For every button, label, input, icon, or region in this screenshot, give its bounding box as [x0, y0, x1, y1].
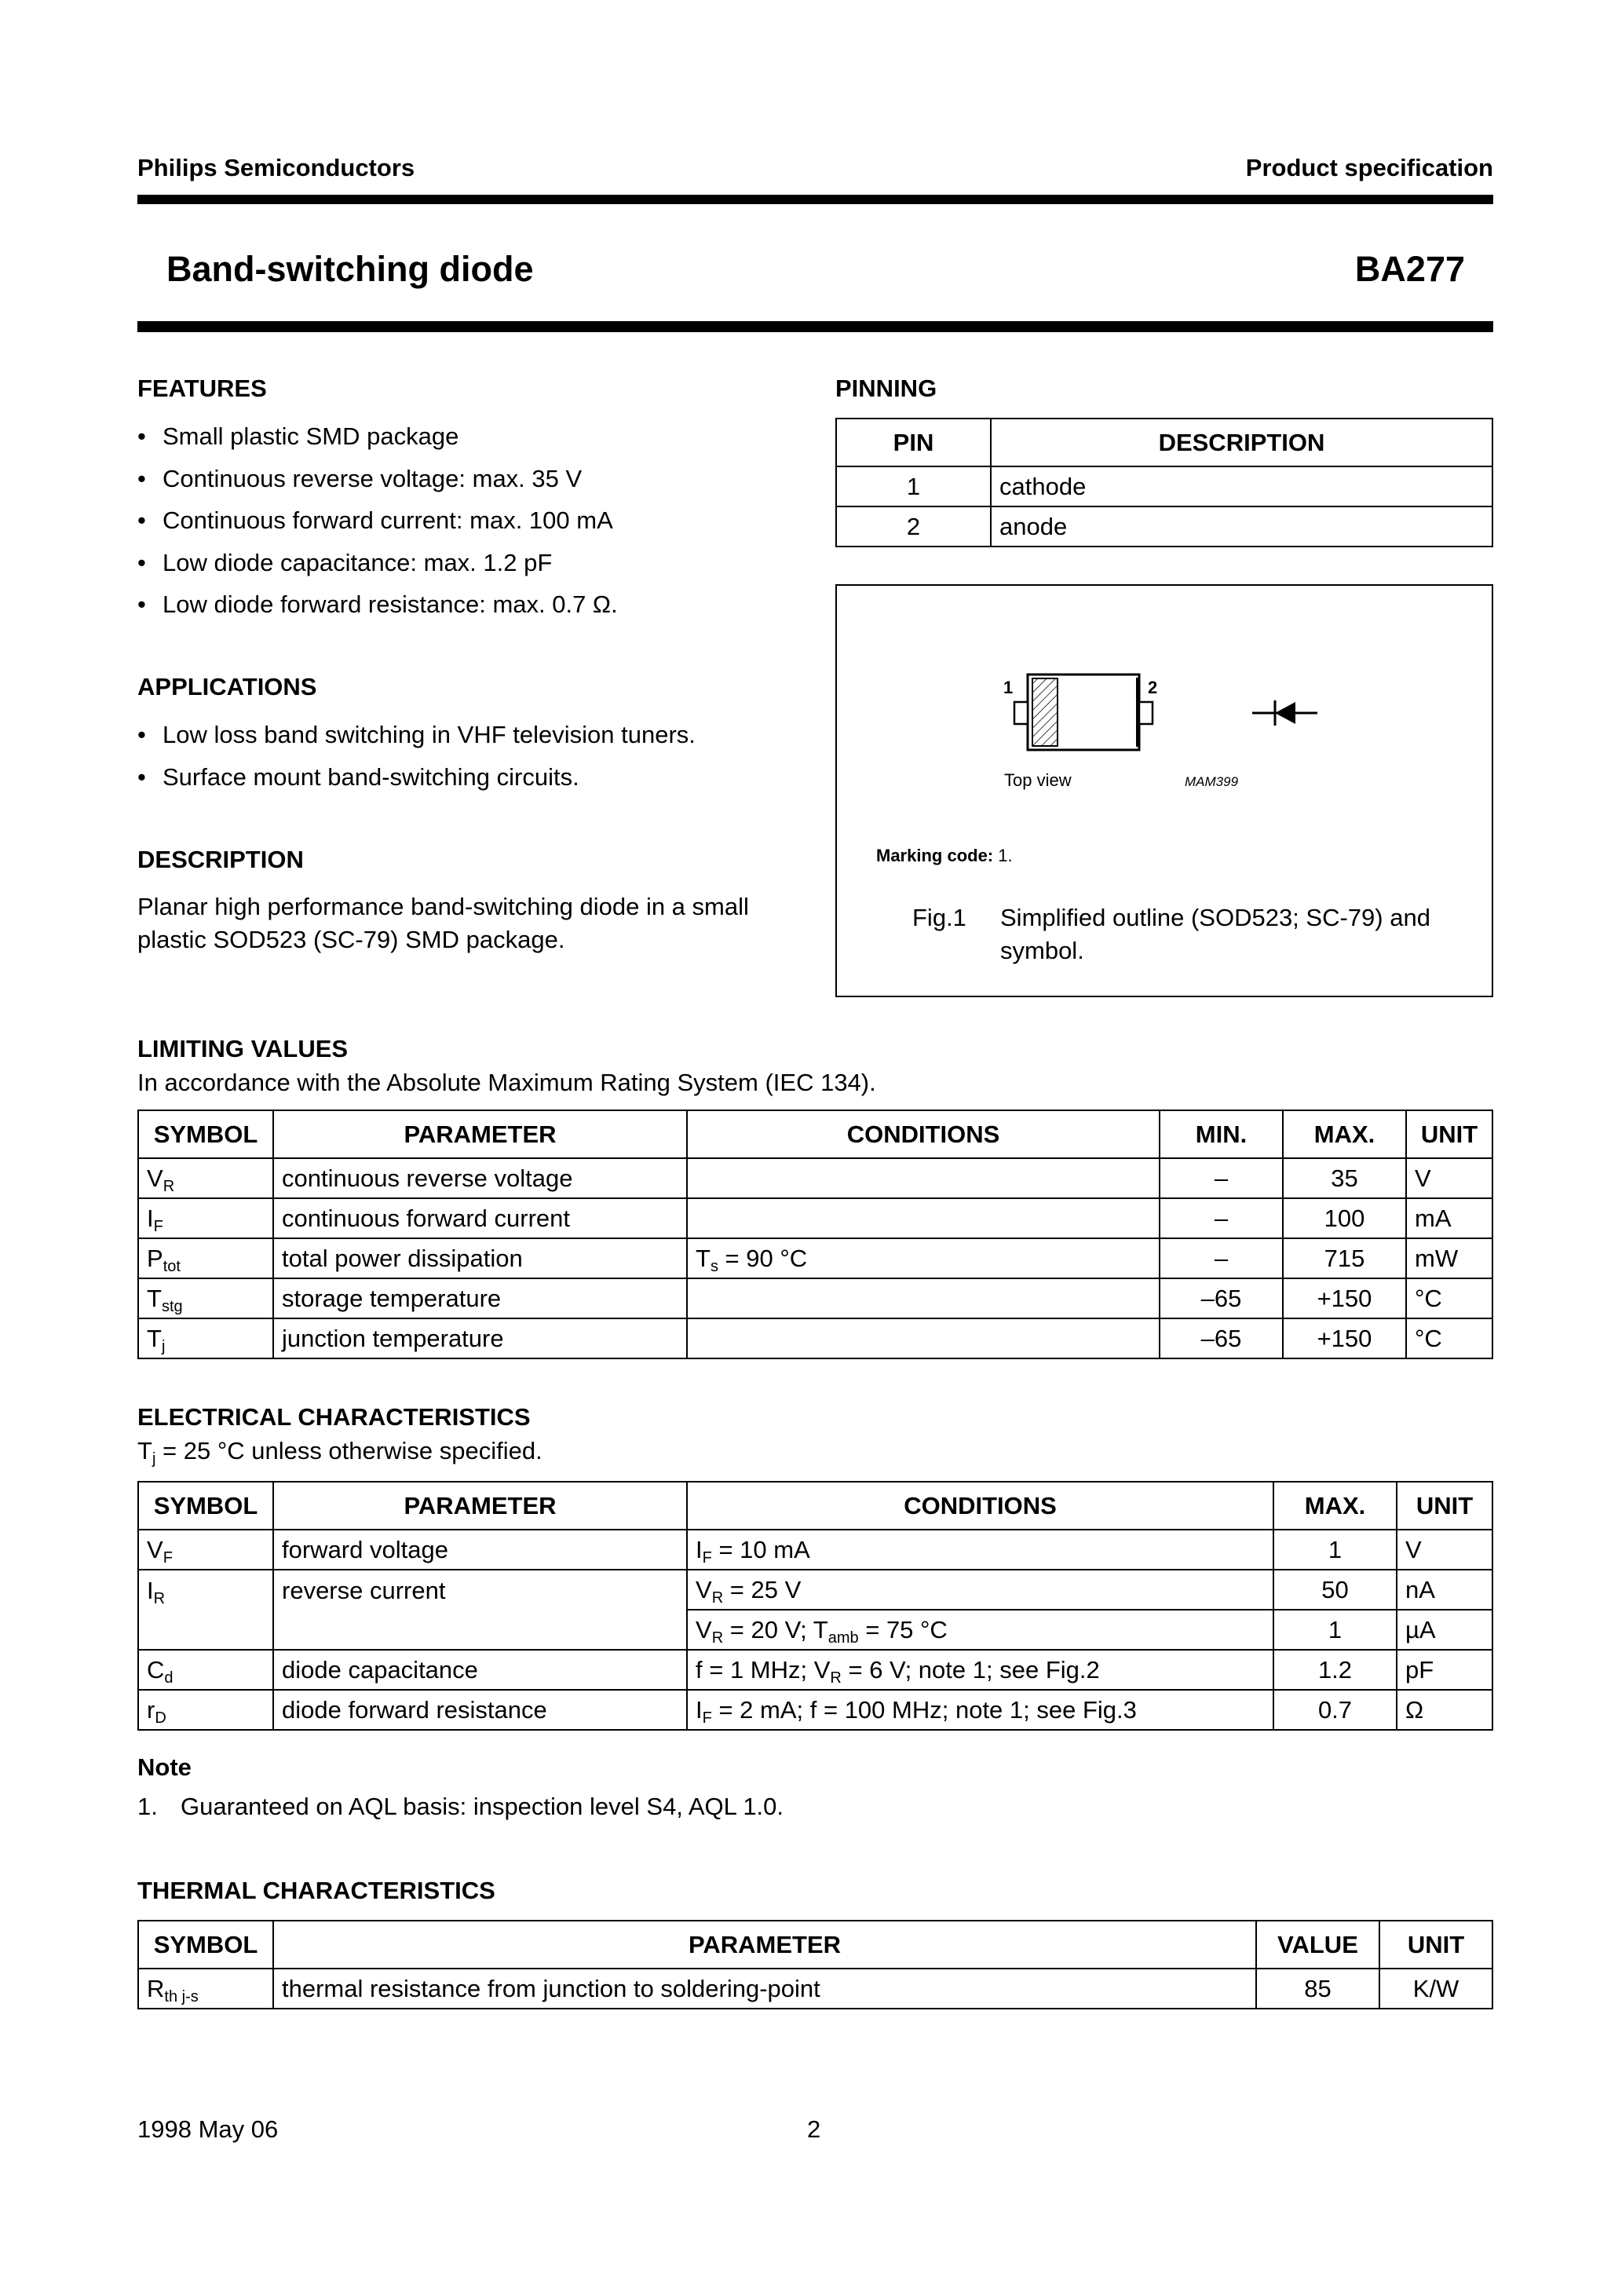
- col-conditions: CONDITIONS: [687, 1110, 1160, 1158]
- symbol-cell: [138, 1969, 273, 2009]
- condition-part: = 2 mA; f = 100 MHz; note 1; see Fig.3: [711, 1696, 1137, 1724]
- condition-subscript: R: [830, 1669, 842, 1687]
- parameter-cell: storage temperature: [273, 1278, 687, 1318]
- condition-part: = 6 V; note 1; see Fig.2: [841, 1656, 1100, 1684]
- electrical-intro: [137, 1435, 542, 1468]
- parameter-cell: junction temperature: [273, 1318, 687, 1358]
- col-symbol: SYMBOL: [138, 1921, 273, 1969]
- table-row: [138, 1690, 1492, 1730]
- pinning-table: [835, 418, 1493, 547]
- col-description: DESCRIPTION: [991, 419, 1492, 466]
- figure-code: MAM399: [1185, 774, 1239, 789]
- description-heading: DESCRIPTION: [137, 846, 304, 873]
- min-cell: –65: [1160, 1318, 1283, 1358]
- pin1-label: 1: [1003, 678, 1014, 697]
- symbol-letter: I: [147, 1577, 154, 1604]
- list-item: • Small plastic SMD package: [137, 415, 813, 458]
- unit-cell: °C: [1406, 1318, 1492, 1358]
- col-min: MIN.: [1160, 1110, 1283, 1158]
- electrical-heading: ELECTRICAL CHARACTERISTICS: [137, 1403, 531, 1431]
- list-item: • Surface mount band-switching circuits.: [137, 756, 813, 799]
- table-header-row: [138, 1110, 1492, 1158]
- symbol-subscript: D: [155, 1709, 166, 1727]
- pin-cell: 1: [836, 466, 991, 506]
- pinning-heading: PINNING: [835, 375, 937, 402]
- symbol-subscript: R: [153, 1590, 166, 1607]
- condition-subscript: R: [711, 1589, 724, 1607]
- limiting-values-table: [137, 1110, 1493, 1359]
- applications-heading: APPLICATIONS: [137, 673, 317, 700]
- part-number: BA277: [1354, 249, 1465, 289]
- max-cell: 35: [1283, 1158, 1406, 1198]
- title-rule: [137, 321, 1493, 332]
- table-row: [836, 506, 1492, 547]
- symbol-letter: V: [147, 1536, 163, 1563]
- unit-cell: V: [1397, 1530, 1492, 1570]
- symbol-letter: T: [147, 1325, 162, 1352]
- symbol-subscript: th j-s: [164, 1988, 199, 2005]
- marking-code-label: Marking code:: [876, 846, 994, 865]
- conditions-cell: [687, 1610, 1273, 1650]
- col-max: MAX.: [1273, 1482, 1397, 1530]
- table-header-row: [138, 1482, 1492, 1530]
- symbol-subscript: F: [163, 1549, 173, 1567]
- note-heading: Note: [137, 1753, 192, 1781]
- symbol-subscript: stg: [161, 1298, 183, 1315]
- parameter-cell: reverse current: [273, 1570, 687, 1650]
- conditions-cell: [687, 1318, 1160, 1358]
- footer-date: 1998 May 06: [137, 2115, 279, 2143]
- max-cell: 1: [1273, 1610, 1397, 1650]
- col-pin: PIN: [836, 419, 991, 466]
- symbol-cell: [138, 1570, 273, 1650]
- table-header-row: [138, 1921, 1492, 1969]
- col-parameter: PARAMETER: [273, 1482, 687, 1530]
- condition-part: V: [696, 1616, 712, 1643]
- pin2-label: 2: [1148, 678, 1158, 697]
- table-header-row: [836, 419, 1492, 466]
- symbol-cell: [138, 1690, 273, 1730]
- symbol-subscript: d: [164, 1669, 174, 1687]
- conditions-cell: [687, 1198, 1160, 1238]
- parameter-cell: total power dissipation: [273, 1238, 687, 1278]
- col-value: VALUE: [1256, 1921, 1379, 1969]
- marking-code-value: 1.: [998, 846, 1013, 865]
- table-row: [138, 1278, 1492, 1318]
- symbol-letter: R: [147, 1975, 165, 2002]
- max-cell: 50: [1273, 1570, 1397, 1610]
- condition-subscript: amb: [827, 1629, 859, 1647]
- pin-description-cell: anode: [991, 506, 1492, 547]
- min-cell: –: [1160, 1198, 1283, 1238]
- condition-subscript: s: [710, 1258, 718, 1275]
- condition-subscript: F: [702, 1549, 712, 1567]
- unit-cell: Ω: [1397, 1690, 1492, 1730]
- min-cell: –65: [1160, 1278, 1283, 1318]
- table-row: [138, 1318, 1492, 1358]
- conditions-cell: [687, 1238, 1160, 1278]
- list-item: • Continuous forward current: max. 100 mA: [137, 499, 813, 542]
- condition-part: = 25 V: [723, 1576, 802, 1603]
- unit-cell: K/W: [1379, 1969, 1492, 2009]
- thermal-heading: THERMAL CHARACTERISTICS: [137, 1877, 495, 1904]
- condition-part: I: [696, 1696, 703, 1724]
- conditions-cell: [687, 1158, 1160, 1198]
- max-cell: +150: [1283, 1278, 1406, 1318]
- symbol-cell: [138, 1530, 273, 1570]
- max-cell: 100: [1283, 1198, 1406, 1238]
- symbol-cell: [138, 1198, 273, 1238]
- symbol-cell: [138, 1158, 273, 1198]
- unit-cell: µA: [1397, 1610, 1492, 1650]
- max-cell: +150: [1283, 1318, 1406, 1358]
- applications-list: [137, 714, 813, 798]
- table-row: [138, 1238, 1492, 1278]
- parameter-cell: continuous forward current: [273, 1198, 687, 1238]
- table-row: [138, 1650, 1492, 1690]
- list-item: • Continuous reverse voltage: max. 35 V: [137, 458, 813, 500]
- parameter-cell: diode capacitance: [273, 1650, 687, 1690]
- unit-cell: mA: [1406, 1198, 1492, 1238]
- intro-text: = 25 °C unless otherwise specified.: [155, 1437, 542, 1464]
- conditions-cell: [687, 1278, 1160, 1318]
- table-row: [138, 1158, 1492, 1198]
- col-unit: UNIT: [1397, 1482, 1492, 1530]
- condition-part: = 20 V; T: [723, 1616, 828, 1643]
- parameter-cell: diode forward resistance: [273, 1690, 687, 1730]
- unit-cell: pF: [1397, 1650, 1492, 1690]
- condition-part: = 75 °C: [858, 1616, 948, 1643]
- condition-symbol: T: [696, 1245, 711, 1272]
- unit-cell: mW: [1406, 1238, 1492, 1278]
- features-list: [137, 415, 813, 626]
- symbol-cell: [138, 1278, 273, 1318]
- conditions-cell: [687, 1530, 1273, 1570]
- symbol-letter: r: [147, 1696, 155, 1724]
- symbol-subscript: F: [153, 1218, 163, 1235]
- col-symbol: SYMBOL: [138, 1482, 273, 1530]
- condition-part: I: [696, 1536, 703, 1563]
- symbol-subscript: j: [161, 1338, 166, 1355]
- table-row: [138, 1969, 1492, 2009]
- page-number: 2: [807, 2115, 821, 2143]
- list-item: • Low diode capacitance: max. 1.2 pF: [137, 542, 813, 584]
- col-parameter: PARAMETER: [273, 1110, 687, 1158]
- symbol-letter: I: [147, 1205, 154, 1232]
- min-cell: –: [1160, 1238, 1283, 1278]
- figure-box: [835, 584, 1493, 997]
- note-text: Guaranteed on AQL basis: inspection level S4, AQL 1.0.: [181, 1793, 784, 1820]
- value-cell: 85: [1256, 1969, 1379, 2009]
- conditions-cell: [687, 1650, 1273, 1690]
- header-rule: [137, 195, 1493, 204]
- limiting-values-heading: LIMITING VALUES: [137, 1035, 349, 1062]
- top-view-label: Top view: [1004, 770, 1072, 790]
- symbol-letter: P: [147, 1245, 163, 1272]
- col-unit: UNIT: [1379, 1921, 1492, 1969]
- features-heading: FEATURES: [137, 375, 267, 402]
- col-conditions: CONDITIONS: [687, 1482, 1273, 1530]
- symbol-cell: [138, 1318, 273, 1358]
- intro-symbol: T: [137, 1437, 152, 1464]
- electrical-table: [137, 1481, 1493, 1731]
- condition-subscript: F: [702, 1709, 712, 1727]
- pin-cell: 2: [836, 506, 991, 547]
- conditions-cell: [687, 1570, 1273, 1610]
- max-cell: 1: [1273, 1530, 1397, 1570]
- condition-subscript: R: [711, 1629, 724, 1647]
- parameter-cell: thermal resistance from junction to soldering-point: [273, 1969, 1256, 2009]
- condition-text: = 90 °C: [718, 1245, 808, 1272]
- intro-subscript: j: [152, 1450, 156, 1468]
- marking-code: [876, 846, 1013, 866]
- table-row: [138, 1198, 1492, 1238]
- col-parameter: PARAMETER: [273, 1921, 1256, 1969]
- symbol-subscript: R: [163, 1178, 175, 1195]
- min-cell: –: [1160, 1158, 1283, 1198]
- symbol-cell: [138, 1238, 273, 1278]
- figure-caption: Simplified outline (SOD523; SC-79) and symbol.: [1000, 904, 1430, 964]
- limiting-values-intro: In accordance with the Absolute Maximum Rating System (IEC 134).: [137, 1069, 876, 1096]
- description-text: Planar high performance band-switching diode in a small plastic SOD523 (SC-79) SMD package.: [137, 893, 749, 953]
- col-unit: UNIT: [1406, 1110, 1492, 1158]
- table-row: [138, 1530, 1492, 1570]
- unit-cell: V: [1406, 1158, 1492, 1198]
- condition-part: = 10 mA: [711, 1536, 810, 1563]
- symbol-letter: T: [147, 1285, 162, 1312]
- condition-part: f = 1 MHz; V: [696, 1656, 831, 1684]
- note-number: 1.: [137, 1793, 158, 1820]
- parameter-cell: forward voltage: [273, 1530, 687, 1570]
- col-max: MAX.: [1283, 1110, 1406, 1158]
- list-item: • Low diode forward resistance: max. 0.7 Ω.: [137, 583, 813, 626]
- header-company: Philips Semiconductors: [137, 154, 415, 181]
- unit-cell: °C: [1406, 1278, 1492, 1318]
- table-row: [138, 1570, 1492, 1610]
- max-cell: 715: [1283, 1238, 1406, 1278]
- unit-cell: nA: [1397, 1570, 1492, 1610]
- symbol-letter: V: [147, 1164, 163, 1192]
- col-symbol: SYMBOL: [138, 1110, 273, 1158]
- symbol-letter: C: [147, 1656, 165, 1684]
- symbol-subscript: tot: [163, 1258, 181, 1275]
- max-cell: 0.7: [1273, 1690, 1397, 1730]
- list-item: • Low loss band switching in VHF television tuners.: [137, 714, 813, 756]
- thermal-table: [137, 1920, 1493, 2009]
- max-cell: 1.2: [1273, 1650, 1397, 1690]
- condition-part: V: [696, 1576, 712, 1603]
- symbol-cell: [138, 1650, 273, 1690]
- table-row: [836, 466, 1492, 506]
- figure-number: Fig.1: [912, 904, 966, 931]
- parameter-cell: continuous reverse voltage: [273, 1158, 687, 1198]
- conditions-cell: [687, 1690, 1273, 1730]
- header-doc-type: Product specification: [1245, 154, 1493, 181]
- page-title: Band-switching diode: [166, 249, 534, 289]
- pin-description-cell: cathode: [991, 466, 1492, 506]
